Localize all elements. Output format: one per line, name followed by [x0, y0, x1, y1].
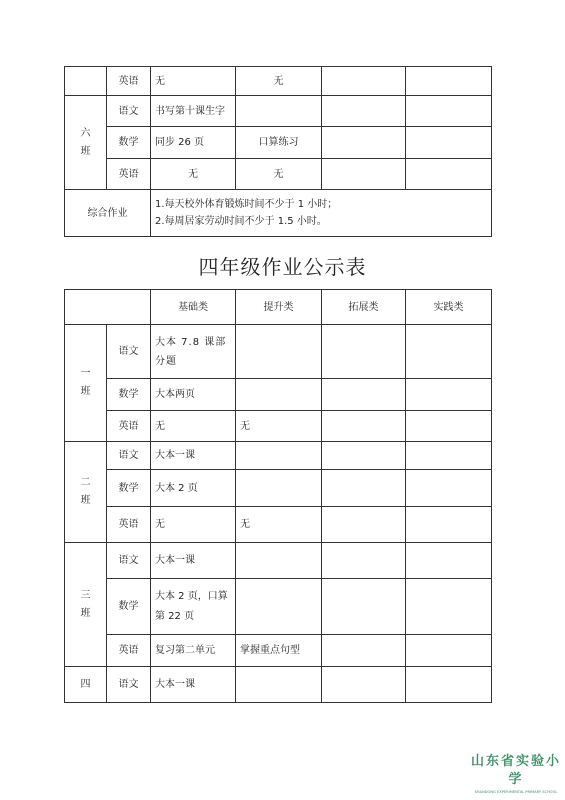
extend-cell — [322, 325, 406, 379]
extend-cell — [322, 442, 406, 470]
subject-cell: 语文 — [107, 96, 151, 127]
table-row — [65, 579, 492, 635]
practice-cell — [406, 507, 492, 543]
improve-cell: 无 — [236, 159, 322, 190]
table-row — [65, 325, 492, 379]
class-name-char: 班 — [80, 495, 91, 506]
class-name-char: 二 — [80, 477, 91, 488]
practice-cell — [406, 543, 492, 579]
class-name-cell — [65, 442, 107, 543]
improve-cell — [236, 543, 322, 579]
class-name-char: 一 — [80, 368, 91, 379]
practice-cell — [406, 442, 492, 470]
school-logo-english: SHANDONG EXPERIMENTAL PRIMARY SCHOOL — [474, 790, 558, 794]
basic-cell: 同步 26 页 — [151, 127, 236, 159]
subject-cell: 英语 — [107, 67, 151, 96]
class-cell — [65, 67, 107, 96]
table-row — [65, 159, 492, 190]
class-name-char: 六 — [80, 127, 91, 139]
table-row — [65, 442, 492, 470]
basic-cell: 无 — [151, 411, 236, 442]
comprehensive-line: 2.每周居家劳动时间不少于 1.5 小时。 — [155, 216, 327, 227]
class-name-char: 班 — [80, 145, 91, 157]
practice-cell — [406, 67, 492, 96]
improve-cell — [236, 96, 322, 127]
class-name-cell — [65, 325, 107, 442]
subject-cell: 数学 — [107, 470, 151, 507]
table-row — [65, 190, 492, 237]
practice-cell — [406, 127, 492, 159]
basic-cell: 无 — [151, 67, 236, 96]
class-name-cell — [65, 96, 107, 190]
table-row — [65, 635, 492, 667]
basic-cell: 大本一课 — [151, 667, 236, 703]
header-row — [65, 290, 492, 325]
table-row — [65, 470, 492, 507]
grade4-homework-table — [64, 289, 492, 703]
basic-cell: 大本 2 页，口算第 22 页 — [151, 579, 236, 635]
table-row — [65, 667, 492, 703]
class-name-cell — [65, 667, 107, 703]
comprehensive-line: 1.每天校外体育锻炼时间不少于 1 小时； — [155, 199, 338, 210]
basic-cell: 大本 7.8 课部分题 — [151, 325, 236, 379]
class-name-char: 三 — [80, 589, 91, 601]
table-row — [65, 379, 492, 411]
basic-cell: 书写第十课生字 — [151, 96, 236, 127]
practice-cell — [406, 579, 492, 635]
subject-cell: 语文 — [107, 667, 151, 703]
table-row — [65, 543, 492, 579]
column-header: 基础类 — [151, 290, 236, 325]
table-row — [65, 96, 492, 127]
class-name-char: 四 — [80, 678, 91, 690]
extend-cell — [322, 159, 406, 190]
subject-cell: 数学 — [107, 127, 151, 159]
column-header: 实践类 — [406, 290, 492, 325]
class-name-char: 班 — [80, 386, 91, 397]
extend-cell — [322, 379, 406, 411]
practice-cell — [406, 667, 492, 703]
homework-table-continued — [64, 66, 492, 237]
practice-cell — [406, 635, 492, 667]
improve-cell — [236, 379, 322, 411]
extend-cell — [322, 411, 406, 442]
table-row — [65, 67, 492, 96]
improve-cell — [236, 470, 322, 507]
basic-cell: 无 — [151, 159, 236, 190]
subject-cell: 英语 — [107, 159, 151, 190]
extend-cell — [322, 543, 406, 579]
extend-cell — [322, 579, 406, 635]
extend-cell — [322, 635, 406, 667]
basic-cell: 大本一课 — [151, 543, 236, 579]
table-row — [65, 507, 492, 543]
improve-cell — [236, 667, 322, 703]
corner-cell — [65, 290, 151, 325]
improve-cell: 无 — [236, 507, 322, 543]
improve-cell: 掌握重点句型 — [236, 635, 322, 667]
extend-cell — [322, 507, 406, 543]
practice-cell — [406, 379, 492, 411]
basic-cell: 大本一课 — [151, 442, 236, 470]
practice-cell — [406, 159, 492, 190]
subject-cell: 英语 — [107, 635, 151, 667]
practice-cell — [406, 470, 492, 507]
page-title: 四年级作业公示表 — [198, 255, 367, 279]
class-name-cell — [65, 543, 107, 667]
improve-cell: 口算练习 — [236, 127, 322, 159]
extend-cell — [322, 67, 406, 96]
practice-cell — [406, 96, 492, 127]
column-header: 提升类 — [236, 290, 322, 325]
extend-cell — [322, 470, 406, 507]
improve-cell — [236, 325, 322, 379]
basic-cell: 大本两页 — [151, 379, 236, 411]
extend-cell — [322, 96, 406, 127]
improve-cell — [236, 579, 322, 635]
improve-cell: 无 — [236, 411, 322, 442]
improve-cell: 无 — [236, 67, 322, 96]
basic-cell: 无 — [151, 507, 236, 543]
school-logo-name: 山东省实验小学 — [470, 754, 561, 787]
comprehensive-content — [151, 190, 492, 237]
comprehensive-label: 综合作业 — [65, 190, 151, 237]
subject-cell: 数学 — [107, 379, 151, 411]
improve-cell — [236, 442, 322, 470]
subject-cell: 语文 — [107, 543, 151, 579]
subject-cell: 英语 — [107, 507, 151, 543]
school-logo — [470, 753, 562, 793]
subject-cell: 语文 — [107, 325, 151, 379]
extend-cell — [322, 667, 406, 703]
table-row — [65, 127, 492, 159]
practice-cell — [406, 411, 492, 442]
table-row — [65, 411, 492, 442]
subject-cell: 数学 — [107, 579, 151, 635]
subject-cell: 语文 — [107, 442, 151, 470]
extend-cell — [322, 127, 406, 159]
column-header: 拓展类 — [322, 290, 406, 325]
basic-cell: 复习第二单元 — [151, 635, 236, 667]
practice-cell — [406, 325, 492, 379]
basic-cell: 大本 2 页 — [151, 470, 236, 507]
class-name-char: 班 — [80, 607, 91, 619]
subject-cell: 英语 — [107, 411, 151, 442]
